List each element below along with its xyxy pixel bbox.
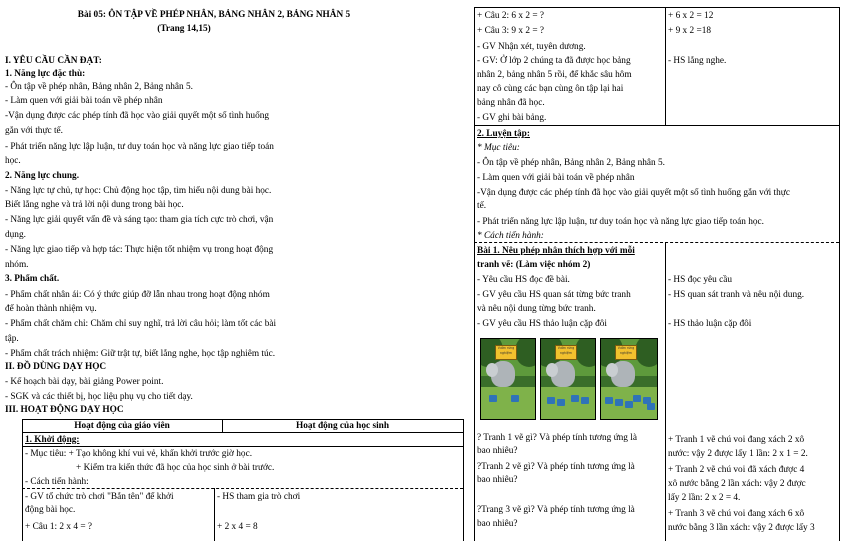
illustration-elephant-3	[600, 338, 658, 420]
text-line: - Năng lực tự chủ, tự học: Chủ động học tập, tìm hiểu nội dung bài học.	[5, 186, 272, 196]
text-line: + 2 x 4 = 8	[217, 522, 258, 532]
answer-line: nước bằng 3 lần xách: vậy 2 được lấy 3	[668, 523, 815, 533]
text-line: - HS quan sát tranh và nêu nội dung.	[668, 290, 805, 300]
answer-line: + Tranh 1 vẽ chú voi đang xách 2 xô	[668, 435, 805, 445]
text-line: - Cách tiến hành:	[25, 477, 89, 487]
question-line: bao nhiêu?	[477, 475, 518, 485]
question-line: bao nhiêu?	[477, 446, 518, 456]
text-line: + 9 x 2 =18	[668, 26, 712, 36]
text-line: học.	[5, 156, 21, 166]
sign-label: Vườn rừng nghiệm	[615, 345, 637, 360]
text-line: - Phẩm chất nhân ái: Có ý thức giúp đỡ lẫn nhau trong hoạt động nhóm	[5, 290, 270, 300]
text-line: tập.	[5, 334, 19, 344]
answer-line: lấy 2 lần: 2 x 2 = 4.	[668, 493, 741, 503]
text-line: - Yêu cầu HS đọc đề bài.	[477, 275, 570, 285]
section-heading: I. YÊU CẦU CẦN ĐẠT:	[5, 56, 102, 66]
text-line: - HS lắng nghe.	[668, 56, 727, 66]
subheading: 2. Năng lực chung.	[5, 171, 80, 181]
text-line: nay cô cùng các bạn cùng ôn tập lại hai	[477, 84, 624, 94]
text-line: bảng nhân đã học.	[477, 98, 545, 108]
answer-line: + Tranh 2 vẽ chú voi đã xách được 4	[668, 465, 805, 475]
answer-line: xô nước bằng 2 lần xách: vậy 2 được	[668, 479, 806, 489]
answer-line: nước: vậy 2 được lấy 1 lần: 2 x 1 = 2.	[668, 449, 808, 459]
text-line: - SGK và các thiết bị, học liệu phụ vụ cho tiết dạy.	[5, 392, 193, 402]
lesson-title: Bài 05: ÔN TẬP VỀ PHÉP NHÂN, BẢNG NHÂN 2, BẢNG NHÂN 5	[77, 10, 351, 20]
answer-line: + Tranh 3 vẽ chú voi đang xách 6 xô	[668, 509, 805, 519]
step-heading: 1. Khởi động:	[25, 435, 80, 445]
column-header-teacher: Hoạt động của giáo viên	[74, 421, 170, 431]
text-line: + Câu 1: 2 x 4 = ?	[25, 522, 93, 532]
text-line: - HS tham gia trò chơi	[217, 492, 301, 502]
text-line: + 6 x 2 = 12	[668, 11, 714, 21]
text-line: -Vận dụng được các phép tính đã học vào giải quyết một số tình huống gắn với thực	[477, 188, 790, 198]
text-line: -Vận dụng được các phép tính đã học vào giải quyết một số tình huống	[5, 111, 270, 121]
section-heading: III. HOẠT ĐỘNG DẠY HỌC	[5, 405, 124, 415]
subheading: 3. Phẩm chất.	[5, 274, 60, 284]
text-line: - Phát triển năng lực lập luận, tư duy toán học và năng lực giao tiếp toán học.	[477, 217, 764, 227]
text-line: - GV: Ở lớp 2 chúng ta đã được học bảng	[477, 56, 631, 66]
text-line: - Năng lực giao tiếp và hợp tác: Thực hiện tốt nhiệm vụ trong hoạt động	[5, 245, 274, 255]
question-line: ? Tranh 1 vẽ gì? Và phép tính tương ứng là	[477, 433, 637, 443]
text-line: + Câu 2: 6 x 2 = ?	[477, 11, 545, 21]
question-line: bao nhiêu?	[477, 519, 518, 529]
text-line: - Ôn tập về phép nhân, Bảng nhân 2, Bảng nhân 5.	[5, 82, 193, 92]
text-line: - Phẩm chất chăm chỉ: Chăm chỉ suy nghĩ, trả lời câu hỏi; làm tốt các bài	[5, 319, 277, 329]
question-line: ?Trang 3 vẽ gì? Và phép tính tương ứng là	[477, 505, 635, 515]
lesson-subtitle: (Trang 14,15)	[157, 24, 211, 34]
text-line: - GV tổ chức trò chơi "Bắn tên" để khởi	[25, 492, 174, 502]
text-line: động bài học.	[25, 505, 76, 515]
text-line: - HS thảo luận cặp đôi	[668, 319, 752, 329]
section-heading: II. ĐỒ DÙNG DẠY HỌC	[5, 362, 107, 372]
text-line: - Năng lực giải quyết vấn đề và sáng tạo: tham gia tích cực trò chơi, vận	[5, 215, 274, 225]
illustration-elephant-1	[480, 338, 536, 420]
exercise-title: Bài 1. Nêu phép nhân thích hợp với mỗi	[477, 246, 635, 256]
text-line: - Phẩm chất trách nhiệm: Giữ trật tự, biết lắng nghe, học tập nghiêm túc.	[5, 349, 276, 359]
text-line: gắn với thực tế.	[5, 126, 63, 136]
text-line: - Làm quen với giải bài toán về phép nhân	[477, 173, 635, 183]
column-header-student: Hoạt động của học sinh	[296, 421, 389, 431]
text-line: - HS đọc yêu cầu	[668, 275, 733, 285]
text-line: - Kế hoạch bài dạy, bài giảng Power point.	[5, 377, 164, 387]
text-line: - GV yêu cầu HS thảo luận cặp đôi	[477, 319, 607, 329]
text-line: - GV ghi bài bảng.	[477, 113, 547, 123]
text-line: nhóm.	[5, 260, 29, 270]
step-heading: 2. Luyện tập:	[477, 129, 530, 139]
text-line: + Kiểm tra kiến thức đã học của học sinh ở bài trước.	[76, 463, 275, 473]
exercise-title: tranh vẽ: (Làm việc nhóm 2)	[477, 260, 591, 270]
text-line: tế.	[477, 201, 487, 211]
sign-label: Vườn rừng nghiệm	[555, 345, 577, 360]
text-line: để hoàn thành nhiệm vụ.	[5, 304, 97, 314]
question-line: ?Tranh 2 vẽ gì? Và phép tính tương ứng là	[477, 462, 635, 472]
text-line: * Mục tiêu:	[477, 143, 520, 153]
text-line: nhân 2, bảng nhân 5 rồi, để khắc sâu hôm	[477, 70, 632, 80]
subheading: 1. Năng lực đặc thù:	[5, 69, 86, 79]
text-line: - GV yêu cầu HS quan sát từng bức tranh	[477, 290, 631, 300]
sign-label: Vườn rừng nghiệm	[495, 345, 517, 360]
text-line: + Câu 3: 9 x 2 = ?	[477, 26, 545, 36]
text-line: - Làm quen với giải bài toán về phép nhân	[5, 96, 163, 106]
text-line: Biết lắng nghe và trả lời nội dung trong bài học.	[5, 200, 184, 210]
text-line: * Cách tiến hành:	[477, 231, 544, 241]
text-line: dụng.	[5, 230, 26, 240]
text-line: - GV Nhận xét, tuyên dương.	[477, 42, 586, 52]
text-line: - Mục tiêu: + Tạo không khí vui vẻ, khấn khởi trước giờ học.	[25, 449, 253, 459]
text-line: - Phát triển năng lực lập luận, tư duy toán học và năng lực giao tiếp toán	[5, 142, 274, 152]
text-line: và nêu nội dung từng bức tranh.	[477, 304, 596, 314]
illustration-elephant-2	[540, 338, 596, 420]
text-line: - Ôn tập về phép nhân, Bảng nhân 2, Bảng nhân 5.	[477, 158, 665, 168]
